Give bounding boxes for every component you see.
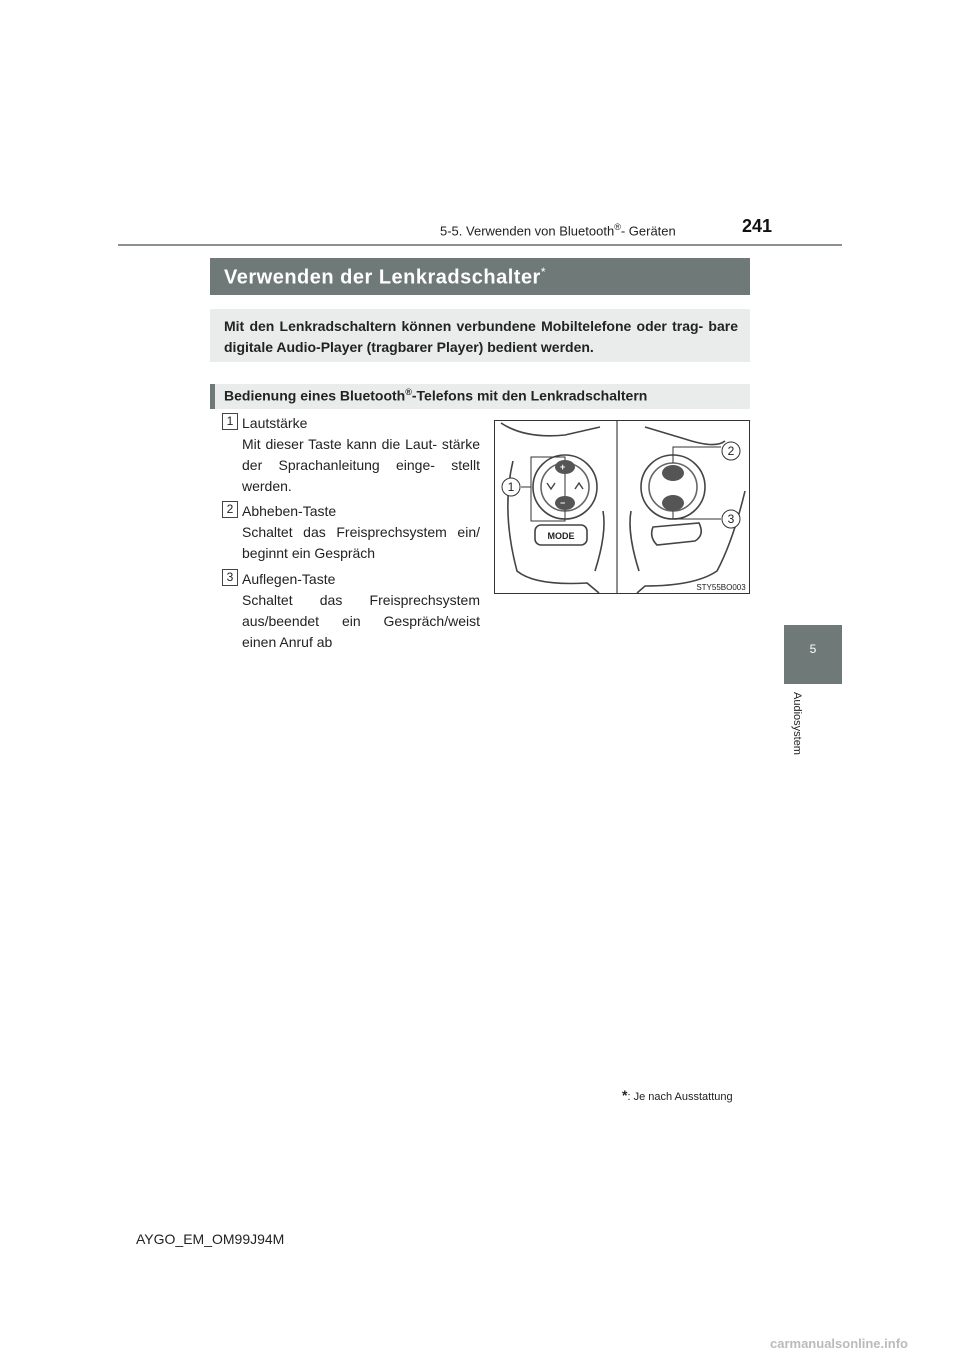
steering-wheel-illustration — [495, 421, 749, 593]
item-2 — [242, 501, 480, 564]
chapter-number: 5 — [809, 642, 817, 656]
item-title: Lautstärke — [242, 415, 308, 431]
header-divider — [118, 244, 842, 246]
item-3 — [242, 569, 480, 653]
watermark: carmanualsonline.info — [770, 1336, 908, 1351]
item-title: Abheben-Taste — [242, 503, 337, 519]
item-title: Auflegen-Taste — [242, 571, 336, 587]
item-description: Schaltet das Freisprechsystem ein/ beginnt ein Gespräch — [242, 524, 480, 561]
svg-text:+: + — [560, 462, 566, 472]
page-number: 241 — [742, 216, 773, 236]
callout-1: 1 — [507, 480, 515, 494]
item-description: Mit dieser Taste kann die Laut- stärke der Sprachanleitung einge- stellt werden. — [242, 436, 480, 494]
section-header: 5-5. Verwenden von Bluetooth®- Geräten — [440, 222, 676, 239]
mode-button-label: MODE — [547, 531, 575, 541]
item-description: Schaltet das Freisprechsystem aus/beendet ein Gespräch/weist einen Anruf ab — [242, 592, 480, 650]
document-code: AYGO_EM_OM99J94M — [136, 1231, 285, 1247]
intro-text: Mit den Lenkradschaltern können verbundene Mobiltelefone oder trag- bare digitale Audio-Player (tragbarer Player) bedient werden. — [224, 318, 738, 355]
item-1 — [242, 413, 480, 497]
subheading: Bedienung eines Bluetooth®-Telefons mit den Lenkradschaltern — [224, 387, 648, 404]
item-number-3: 3 — [222, 569, 238, 586]
footnote: *: Je nach Ausstattung — [622, 1087, 733, 1103]
callout-3: 3 — [727, 512, 735, 526]
figure-code: STY55BO003 — [696, 583, 746, 592]
item-number-2: 2 — [222, 501, 238, 518]
callout-2: 2 — [727, 444, 735, 458]
page-title: Verwenden der Lenkradschalter* — [224, 265, 547, 289]
chapter-label: Audiosystem — [791, 692, 803, 755]
svg-text:−: − — [560, 498, 566, 508]
steering-switch-diagram — [494, 420, 750, 594]
item-number-1: 1 — [222, 413, 238, 430]
